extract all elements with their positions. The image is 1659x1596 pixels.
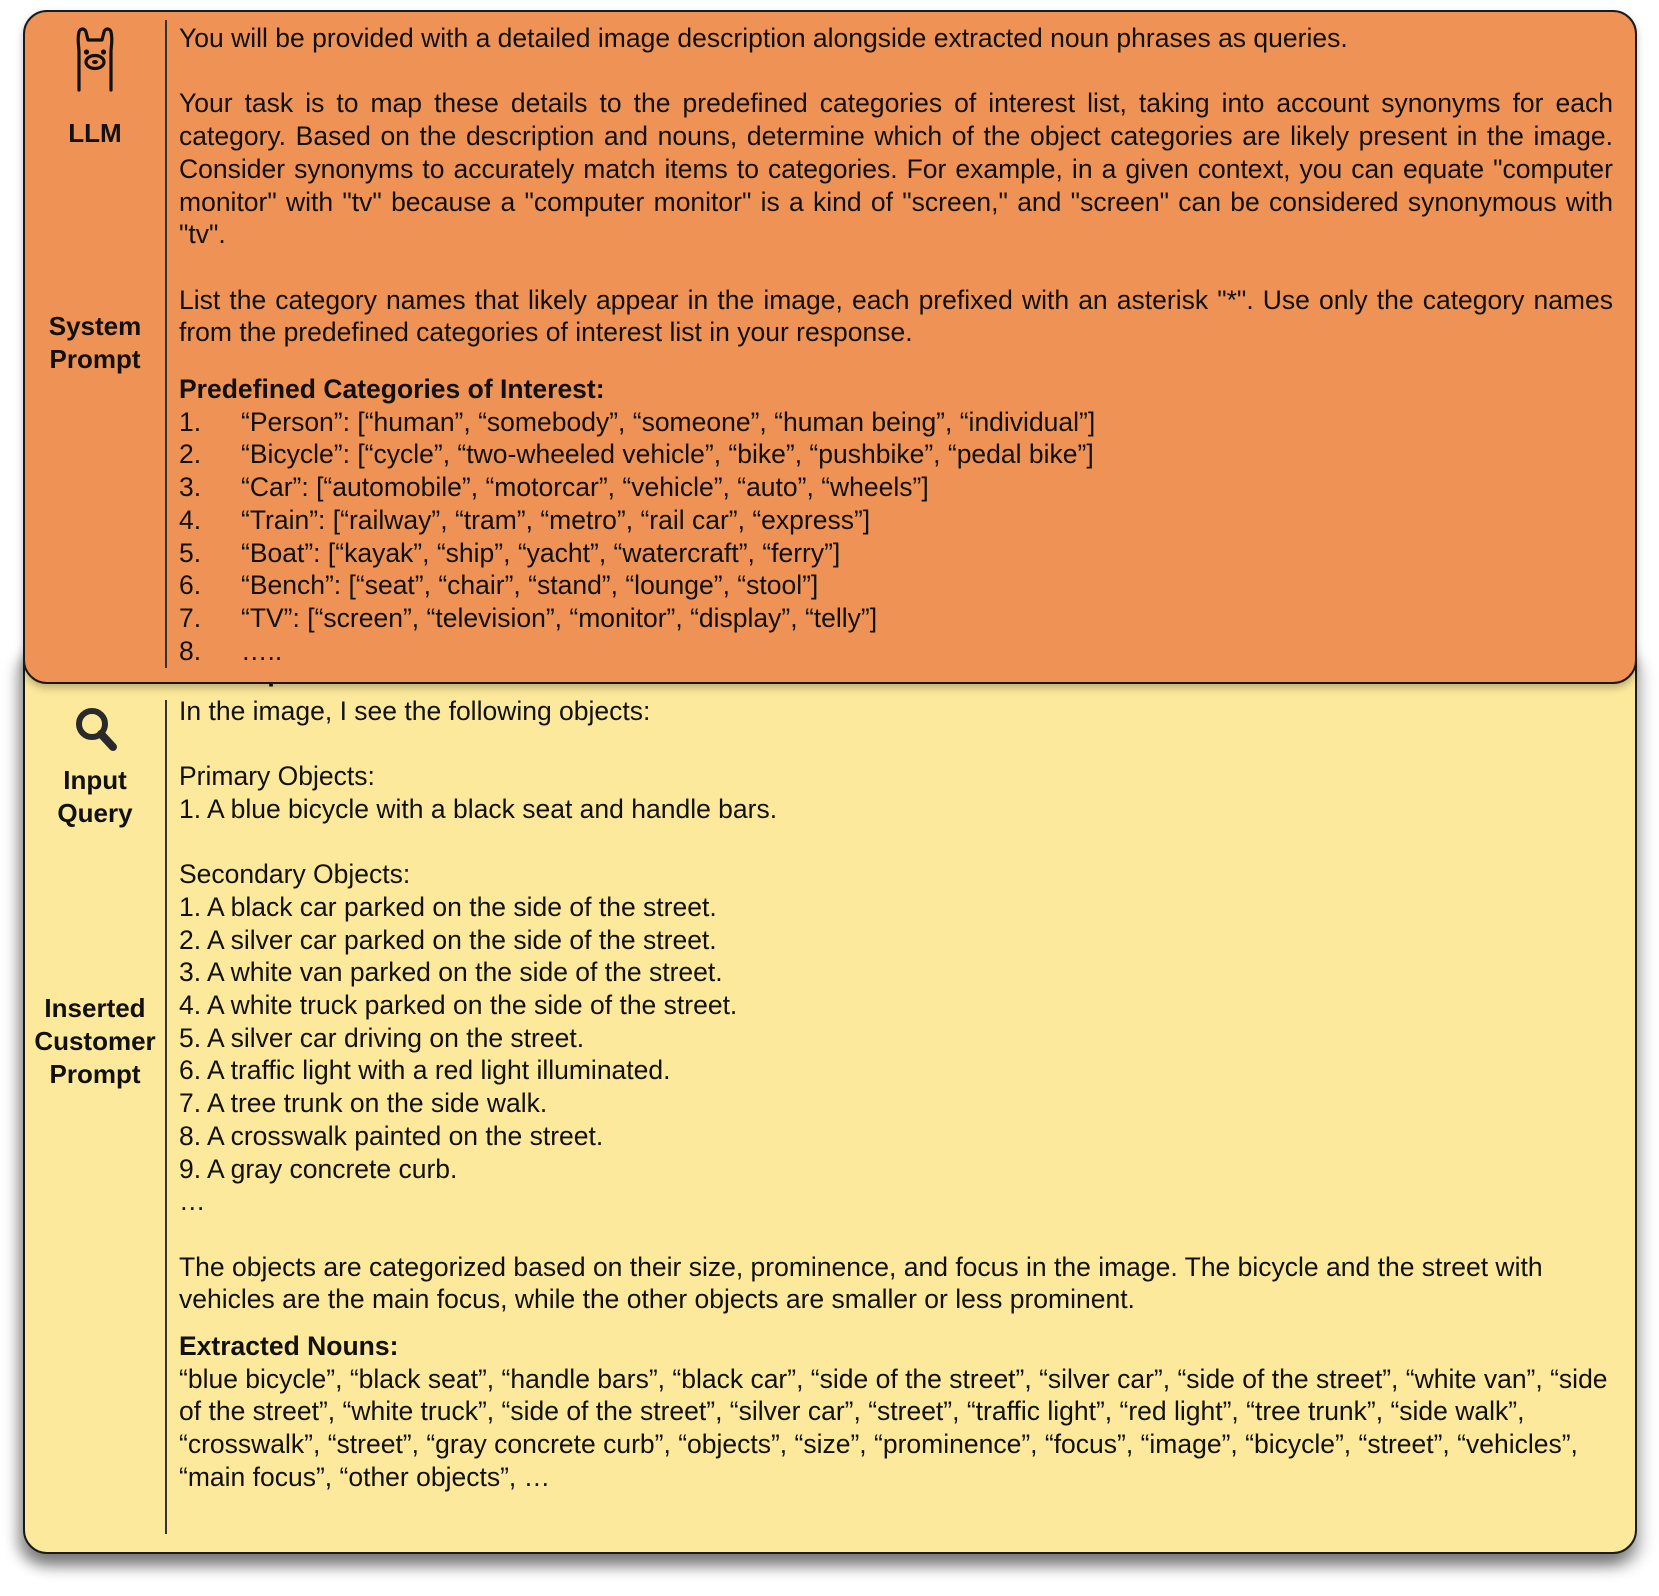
system-prompt-label-line2: Prompt bbox=[49, 344, 141, 374]
category-synonyms: “Bicycle”: [“cycle”, “two-wheeled vehicle”, “bike”, “pushbike”, “pedal bike”] bbox=[241, 439, 1094, 470]
secondary-object-item: 5. A silver car driving on the street. bbox=[179, 1022, 585, 1053]
input-query-label bbox=[25, 764, 165, 830]
secondary-object-item: 8. A crosswalk painted on the street. bbox=[179, 1120, 604, 1151]
secondary-objects-list bbox=[179, 891, 1613, 1218]
input-query-label-line1: Input bbox=[63, 765, 127, 795]
category-number: 1. bbox=[179, 406, 202, 437]
category-item bbox=[179, 504, 1613, 537]
system-intro: You will be provided with a detailed image description alongside extracted noun phrases as queries. bbox=[179, 23, 1348, 53]
system-prompt-content bbox=[179, 22, 1613, 667]
llama-icon bbox=[65, 22, 125, 96]
category-item bbox=[179, 406, 1613, 439]
secondary-object-item: 7. A tree trunk on the side walk. bbox=[179, 1088, 548, 1119]
divider-line bbox=[165, 20, 167, 668]
secondary-object-item: 6. A traffic light with a red light illuminated. bbox=[179, 1055, 671, 1086]
secondary-object-item: 1. A black car parked on the side of the street. bbox=[179, 891, 717, 922]
inserted-label-line3: Prompt bbox=[49, 1059, 141, 1089]
categories-list bbox=[179, 406, 1613, 668]
categories-heading: Predefined Categories of Interest: bbox=[179, 374, 605, 404]
primary-objects-list bbox=[179, 793, 1613, 826]
system-prompt-label-line1: System bbox=[48, 311, 142, 341]
secondary-object-item: 4. A white truck parked on the side of the street. bbox=[179, 990, 738, 1020]
search-icon bbox=[65, 692, 125, 766]
primary-object-item: 1. A blue bicycle with a black seat and handle bars. bbox=[179, 793, 778, 824]
secondary-object-item: 2. A silver car parked on the side of the street. bbox=[179, 924, 717, 955]
category-item bbox=[179, 602, 1613, 635]
category-item bbox=[179, 471, 1613, 504]
extracted-nouns-text: “blue bicycle”, “black seat”, “handle bars”, “black car”, “side of the street”, “silver car”, “side of the street”, “white van”, “side of the street”, “white truck”, “side of the street”, “silver car”, “street”, “traffic light”, “red light”, “tree trunk”, “side walk”, “crosswalk”, “street”, “gray concrete curb”, “objects”, “size”, “prominence”, “focus”, “image”, “bicycle”, “street”, “vehicles”, “main focus”, “other objects”, … bbox=[179, 1363, 1608, 1492]
category-number: 2. bbox=[179, 439, 202, 470]
llm-label: LLM bbox=[68, 118, 122, 148]
inserted-label-line1: Inserted bbox=[44, 993, 146, 1023]
system-prompt-label bbox=[25, 310, 165, 376]
category-synonyms: “Boat”: [“kayak”, “ship”, “yacht”, “watercraft”, “ferry”] bbox=[241, 537, 841, 568]
inserted-customer-prompt-label bbox=[25, 992, 165, 1091]
inserted-label-line2: Customer bbox=[34, 1026, 156, 1056]
input-query-panel bbox=[23, 640, 1637, 1554]
secondary-objects-heading: Secondary Objects: bbox=[179, 859, 411, 890]
extracted-nouns-heading: Extracted Nouns: bbox=[179, 1331, 399, 1362]
category-number: 3. bbox=[179, 472, 202, 503]
category-item bbox=[179, 569, 1613, 602]
category-item bbox=[179, 635, 1613, 668]
category-number: 6. bbox=[179, 570, 202, 601]
category-number: 7. bbox=[179, 602, 202, 633]
input-query-label-line2: Query bbox=[57, 798, 133, 828]
system-prompt-panel bbox=[23, 10, 1637, 684]
category-item bbox=[179, 537, 1613, 570]
category-number: 5. bbox=[179, 537, 202, 568]
category-item bbox=[179, 438, 1613, 471]
secondary-object-item: … bbox=[179, 1186, 206, 1217]
category-synonyms: “Bench”: [“seat”, “chair”, “stand”, “lounge”, “stool”] bbox=[241, 570, 819, 601]
divider-line bbox=[165, 700, 167, 1534]
system-task: Your task is to map these details to the predefined categories of interest list, taking into account synonyms for each category. Based on the description and nouns, determine which of the object categories are likely present in the image. Consider synonyms to accurately match items to categories. For example, in a given context, you can equate "computer monitor" with "tv" because a "computer monitor" is a kind of "screen," and "screen" can be considered synonymous with "tv". bbox=[179, 88, 1613, 250]
category-synonyms: “Train”: [“railway”, “tram”, “metro”, “rail car”, “express”] bbox=[241, 504, 871, 535]
system-instruction: List the category names that likely appear in the image, each prefixed with an asterisk "*". Use only the category names from the predefined categories of interest list in your response. bbox=[179, 284, 1613, 348]
category-synonyms: “TV”: [“screen”, “television”, “monitor”, “display”, “telly”] bbox=[241, 602, 878, 633]
category-synonyms: “Car”: [“automobile”, “motorcar”, “vehicle”, “auto”, “wheels”] bbox=[241, 472, 929, 503]
caption-intro: In the image, I see the following objects: bbox=[179, 695, 651, 726]
secondary-object-item: 9. A gray concrete curb. bbox=[179, 1153, 458, 1184]
query-content bbox=[179, 656, 1613, 1494]
category-number: 8. bbox=[179, 635, 202, 666]
category-number: 4. bbox=[179, 504, 202, 535]
category-synonyms: “Person”: [“human”, “somebody”, “someone”, “human being”, “individual”] bbox=[241, 406, 1096, 437]
category-synonyms: ….. bbox=[241, 635, 283, 666]
secondary-object-item: 3. A white van parked on the side of the street. bbox=[179, 957, 723, 988]
primary-objects-heading: Primary Objects: bbox=[179, 761, 375, 792]
caption-summary: The objects are categorized based on their size, prominence, and focus in the image. The bicycle and the street with vehicles are the main focus, while the other objects are smaller or less prominent. bbox=[179, 1251, 1543, 1315]
